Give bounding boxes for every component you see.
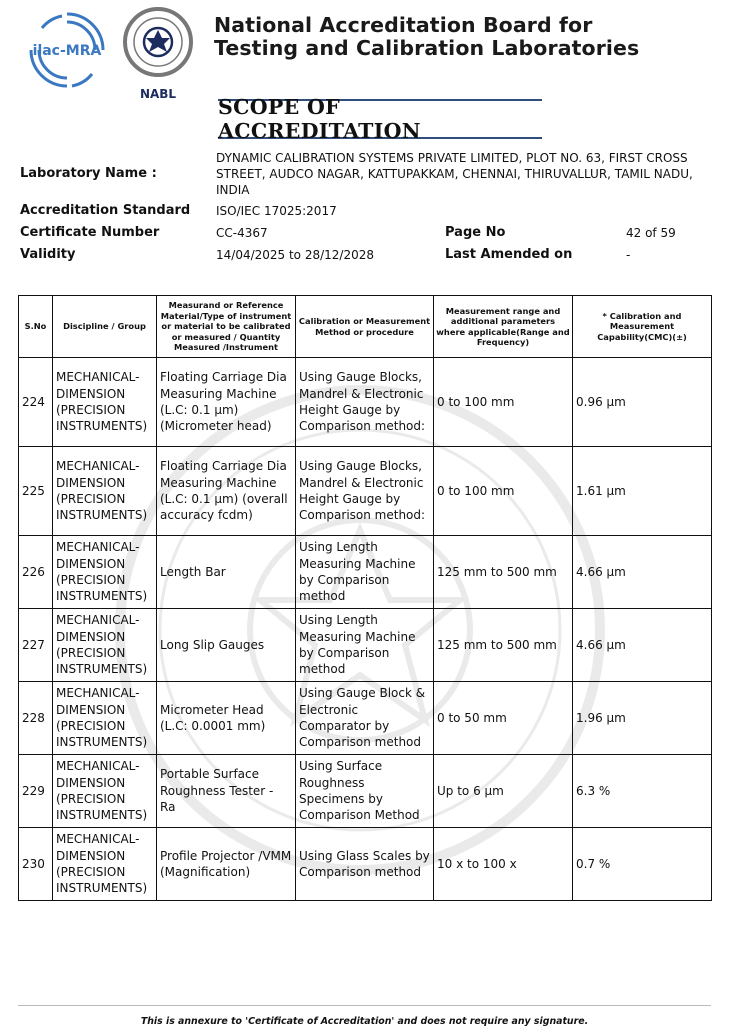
cell-range: 125 mm to 500 mm xyxy=(434,536,573,609)
cell-method: Using Glass Scales by Comparison method xyxy=(296,828,434,901)
header-method: Calibration or Measurement Method or procedure xyxy=(296,296,434,358)
ilac-mra-logo xyxy=(22,8,112,94)
cell-cmc: 4.66 µm xyxy=(573,536,712,609)
page-label: Page No xyxy=(445,225,506,240)
lab-name-line2: STREET, AUDCO NAGAR, KATTUPAKKAM, CHENNAI, THIRUVALLUR, TAMIL NADU, xyxy=(216,167,693,181)
footer-note: This is annexure to 'Certificate of Accreditation' and does not require any signature. xyxy=(140,1016,589,1027)
amended-label: Last Amended on xyxy=(445,247,573,262)
lab-name-line1: DYNAMIC CALIBRATION SYSTEMS PRIVATE LIMITED, PLOT NO. 63, FIRST CROSS xyxy=(216,151,688,165)
cell-discipline: MECHANICAL- DIMENSION (PRECISION INSTRUMENTS) xyxy=(53,755,157,828)
cell-measurand: Floating Carriage Dia Measuring Machine (L.C: 0.1 µm) (overall accuracy fcdm) xyxy=(157,447,296,536)
cell-measurand: Portable Surface Roughness Tester - Ra xyxy=(157,755,296,828)
cell-method: Using Length Measuring Machine by Comparison method xyxy=(296,609,434,682)
table-row xyxy=(19,358,712,447)
cell-cmc: 4.66 µm xyxy=(573,609,712,682)
certificate-label: Certificate Number xyxy=(20,225,160,240)
footer-divider xyxy=(18,1005,711,1006)
cell-sno: 226 xyxy=(19,536,53,609)
svg-text:ilac-MRA: ilac-MRA xyxy=(32,43,102,59)
validity-label: Validity xyxy=(20,247,76,262)
cell-range: 0 to 100 mm xyxy=(434,358,573,447)
validity-value: 14/04/2025 to 28/12/2028 xyxy=(216,248,375,262)
nabl-logo xyxy=(120,6,196,104)
cell-discipline: MECHANICAL- DIMENSION (PRECISION INSTRUMENTS) xyxy=(53,358,157,447)
cell-discipline: MECHANICAL- DIMENSION (PRECISION INSTRUMENTS) xyxy=(53,609,157,682)
certificate-value: CC-4367 xyxy=(216,226,268,240)
cell-method: Using Gauge Blocks, Mandrel & Electronic Height Gauge by Comparison method: xyxy=(296,447,434,536)
table-header-row xyxy=(19,296,712,358)
org-title-line2: Testing and Calibration Laboratories xyxy=(214,36,640,60)
cell-measurand: Floating Carriage Dia Measuring Machine (L.C: 0.1 µm) (Micrometer head) xyxy=(157,358,296,447)
cell-cmc: 1.61 µm xyxy=(573,447,712,536)
lab-name-value xyxy=(216,150,716,198)
scope-title-box xyxy=(218,95,542,143)
lab-name-label: Laboratory Name : xyxy=(20,166,157,181)
table-row xyxy=(19,828,712,901)
cell-cmc: 6.3 % xyxy=(573,755,712,828)
table-row xyxy=(19,755,712,828)
header-range: Measurement range and additional parameters where applicable(Range and Frequency) xyxy=(434,296,573,358)
cell-measurand: Length Bar xyxy=(157,536,296,609)
cell-method: Using Surface Roughness Specimens by Comparison Method xyxy=(296,755,434,828)
cell-discipline: MECHANICAL- DIMENSION (PRECISION INSTRUMENTS) xyxy=(53,536,157,609)
standard-label: Accreditation Standard xyxy=(20,203,191,218)
standard-value: ISO/IEC 17025:2017 xyxy=(216,204,337,218)
cell-discipline: MECHANICAL- DIMENSION (PRECISION INSTRUMENTS) xyxy=(53,828,157,901)
cell-range: 10 x to 100 x xyxy=(434,828,573,901)
org-title xyxy=(214,14,639,60)
cell-measurand: Profile Projector /VMM (Magnification) xyxy=(157,828,296,901)
cell-measurand: Long Slip Gauges xyxy=(157,609,296,682)
page-value: 42 of 59 xyxy=(626,226,676,240)
cell-sno: 224 xyxy=(19,358,53,447)
table-row xyxy=(19,682,712,755)
header-sno: S.No xyxy=(19,296,53,358)
org-title-line1: National Accreditation Board for xyxy=(214,13,593,37)
cell-measurand: Micrometer Head (L.C: 0.0001 mm) xyxy=(157,682,296,755)
table-row xyxy=(19,536,712,609)
scope-title: SCOPE OF ACCREDITATION xyxy=(218,95,421,143)
cell-sno: 225 xyxy=(19,447,53,536)
svg-text:NABL: NABL xyxy=(139,87,177,101)
cell-range: 0 to 50 mm xyxy=(434,682,573,755)
table-row xyxy=(19,447,712,536)
cell-cmc: 0.7 % xyxy=(573,828,712,901)
cell-discipline: MECHANICAL- DIMENSION (PRECISION INSTRUMENTS) xyxy=(53,682,157,755)
cell-method: Using Gauge Block & Electronic Comparator by Comparison method xyxy=(296,682,434,755)
table-row xyxy=(19,609,712,682)
cell-sno: 229 xyxy=(19,755,53,828)
cell-range: 0 to 100 mm xyxy=(434,447,573,536)
cell-cmc: 1.96 µm xyxy=(573,682,712,755)
header-discipline: Discipline / Group xyxy=(53,296,157,358)
lab-name-line3: INDIA xyxy=(216,183,250,197)
cell-cmc: 0.96 µm xyxy=(573,358,712,447)
cell-sno: 227 xyxy=(19,609,53,682)
cell-method: Using Length Measuring Machine by Comparison method xyxy=(296,536,434,609)
cell-discipline: MECHANICAL- DIMENSION (PRECISION INSTRUMENTS) xyxy=(53,447,157,536)
scope-table xyxy=(18,295,712,901)
header-measurand: Measurand or Reference Material/Type of instrument or material to be calibrated or measured / Quantity Measured /Instrument xyxy=(157,296,296,358)
amended-value: - xyxy=(626,248,631,262)
cell-range: 125 mm to 500 mm xyxy=(434,609,573,682)
header-cmc: * Calibration and Measurement Capability(CMC)(±) xyxy=(573,296,712,358)
cell-range: Up to 6 µm xyxy=(434,755,573,828)
cell-method: Using Gauge Blocks, Mandrel & Electronic Height Gauge by Comparison method: xyxy=(296,358,434,447)
cell-sno: 230 xyxy=(19,828,53,901)
cell-sno: 228 xyxy=(19,682,53,755)
